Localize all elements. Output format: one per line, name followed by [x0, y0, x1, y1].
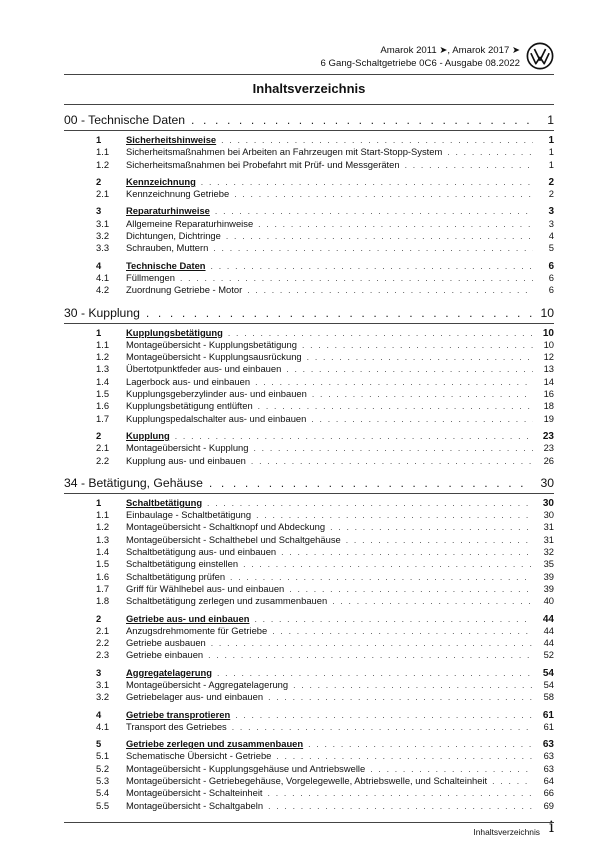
entry-number: 4.2	[96, 284, 110, 296]
entry-page-number: 52	[543, 649, 554, 661]
toc-entry[interactable]	[64, 388, 554, 400]
toc-entry[interactable]	[64, 230, 554, 242]
dot-leader	[312, 388, 533, 400]
entry-number: 4	[96, 708, 102, 720]
toc-entry[interactable]	[64, 649, 554, 661]
dot-leader	[226, 230, 533, 242]
header-divider	[64, 74, 554, 75]
toc-entry[interactable]	[64, 188, 554, 200]
dot-leader	[201, 176, 533, 188]
section-page-number: 10	[540, 305, 554, 320]
entry-number: 2	[96, 429, 102, 441]
entry-page-number: 14	[543, 375, 554, 387]
entry-page-number: 3	[548, 217, 554, 229]
entry-page-number: 10	[543, 338, 554, 350]
entry-title[interactable]: Getriebe aus- und einbauen	[126, 612, 250, 624]
dot-leader	[209, 474, 532, 492]
toc-section-heading[interactable]	[64, 304, 554, 322]
toc-chapter[interactable]	[64, 613, 554, 625]
entry-title[interactable]: Kupplung	[126, 429, 170, 441]
entry-page-number: 39	[543, 582, 554, 594]
entry-page-number: 18	[543, 400, 554, 412]
entry-page-number: 40	[543, 595, 554, 607]
entry-page-number: 1	[548, 146, 554, 158]
toc-entry[interactable]	[64, 800, 554, 812]
entry-title[interactable]: Schaltbetätigung	[126, 496, 203, 508]
entry-title: Transport des Getriebes	[126, 720, 227, 732]
dot-leader	[243, 558, 533, 570]
entry-number: 5	[96, 738, 102, 750]
toc-chapter[interactable]	[64, 497, 554, 509]
toc-entry[interactable]	[64, 571, 554, 583]
toc-chapter[interactable]	[64, 205, 554, 217]
toc-entry[interactable]	[64, 284, 554, 296]
dot-leader	[302, 339, 533, 351]
entry-title: Getriebelager aus- und einbauen	[126, 691, 264, 703]
toc-chapter-group	[64, 738, 554, 812]
entry-page-number: 6	[548, 284, 554, 296]
entry-title: Einbaulage - Schaltbetätigung	[126, 509, 252, 521]
entry-number: 2.1	[96, 188, 110, 200]
dot-leader	[258, 218, 533, 230]
section-divider	[64, 323, 554, 324]
entry-page-number: 19	[543, 412, 554, 424]
entry-number: 3.3	[96, 242, 110, 254]
entry-title[interactable]: Reparaturhinweise	[126, 205, 210, 217]
entry-number: 3.2	[96, 230, 110, 242]
dot-leader	[232, 721, 533, 733]
dot-leader	[268, 800, 533, 812]
dot-leader	[256, 509, 533, 521]
toc-section	[64, 111, 554, 297]
entry-title: Schaltbetätigung einstellen	[126, 558, 239, 570]
toc-chapter-group	[64, 497, 554, 608]
dot-leader	[217, 667, 533, 679]
entry-page-number: 1	[548, 135, 554, 146]
dot-leader	[311, 413, 533, 425]
header-models: Amarok 2011 ➤, Amarok 2017 ➤	[380, 45, 520, 56]
entry-title: Montageübersicht - Kupplungsgehäuse und Antriebswelle	[126, 762, 366, 774]
dot-leader	[208, 649, 533, 661]
toc-chapter-group	[64, 430, 554, 467]
entry-title: Schaltbetätigung prüfen	[126, 570, 226, 582]
entry-number: 3.1	[96, 217, 110, 229]
entry-page-number: 30	[543, 509, 554, 521]
entry-title: Montageübersicht - Kupplung	[126, 442, 249, 454]
dot-leader	[180, 272, 533, 284]
entry-number: 1.3	[96, 533, 110, 545]
toc-chapter[interactable]	[64, 430, 554, 442]
dot-leader	[211, 637, 533, 649]
entry-page-number: 63	[543, 762, 554, 774]
toc-section-heading[interactable]	[64, 111, 554, 129]
entry-title: Kennzeichnung Getriebe	[126, 188, 230, 200]
toc-entry[interactable]	[64, 534, 554, 546]
dot-leader	[308, 738, 533, 750]
toc-entry[interactable]	[64, 583, 554, 595]
toc-chapter-group	[64, 667, 554, 704]
toc-entry[interactable]	[64, 442, 554, 454]
toc-entry[interactable]	[64, 625, 554, 637]
dot-leader	[211, 260, 533, 272]
toc-entry[interactable]	[64, 159, 554, 171]
toc-section	[64, 474, 554, 812]
toc-entry[interactable]	[64, 339, 554, 351]
entry-page-number: 35	[543, 558, 554, 570]
entry-title: Schaltbetätigung zerlegen und zusammenbauen	[126, 595, 328, 607]
entry-number: 3	[96, 666, 102, 678]
entry-number: 1.4	[96, 375, 110, 387]
dot-leader	[346, 534, 533, 546]
dot-leader	[447, 146, 533, 158]
dot-leader	[405, 159, 533, 171]
toc-chapter-group	[64, 709, 554, 734]
entry-title: Dichtungen, Dichtringe	[126, 230, 221, 242]
toc-entry[interactable]	[64, 455, 554, 467]
entry-page-number: 10	[542, 327, 554, 339]
toc-chapter[interactable]	[64, 738, 554, 750]
dot-leader	[251, 455, 533, 467]
toc-entry[interactable]	[64, 637, 554, 649]
section-title: 30 - Kupplung	[64, 305, 140, 320]
toc-entry[interactable]	[64, 509, 554, 521]
entry-page-number: 54	[543, 678, 554, 690]
toc-entry[interactable]	[64, 413, 554, 425]
toc-chapter-group	[64, 134, 554, 171]
entry-title[interactable]: Kupplungsbetätigung	[126, 326, 223, 338]
entry-title: Montageübersicht - Aggregatelagerung	[126, 678, 289, 690]
entry-title: Zuordnung Getriebe - Motor	[126, 284, 243, 296]
entry-page-number: 69	[543, 799, 554, 811]
entry-number: 1.7	[96, 412, 110, 424]
entry-page-number: 12	[543, 351, 554, 363]
entry-number: 1.2	[96, 521, 110, 533]
entry-number: 1.3	[96, 363, 110, 375]
dot-leader	[289, 583, 533, 595]
entry-page-number: 23	[543, 442, 554, 454]
toc-chapter-group	[64, 205, 554, 254]
entry-number: 1.2	[96, 351, 110, 363]
toc-entry[interactable]	[64, 272, 554, 284]
toc-entry[interactable]	[64, 546, 554, 558]
entry-page-number: 58	[543, 691, 554, 703]
entry-title: Übertotpunktfeder aus- und einbauen	[126, 363, 282, 375]
dot-leader	[221, 134, 533, 146]
entry-title: Sicherheitsmaßnahmen bei Arbeiten an Fahrzeugen mit Start-Stopp-System	[126, 146, 443, 158]
entry-title: Griff für Wählhebel aus- und einbauen	[126, 582, 285, 594]
entry-title: Getriebe ausbauen	[126, 637, 206, 649]
entry-title: Sicherheitsmaßnahmen bei Probefahrt mit Prüf- und Messgeräten	[126, 158, 400, 170]
entry-page-number: 1	[548, 158, 554, 170]
entry-title: Füllmengen	[126, 271, 175, 283]
entry-number: 2.2	[96, 454, 110, 466]
entry-title: Lagerbock aus- und einbauen	[126, 375, 251, 387]
toc-entry[interactable]	[64, 558, 554, 570]
title-divider	[64, 104, 554, 105]
entry-number: 2.1	[96, 624, 110, 636]
entry-title[interactable]: Getriebe transprotieren	[126, 708, 231, 720]
toc-entry[interactable]	[64, 775, 554, 787]
entry-number: 1.1	[96, 338, 110, 350]
entry-page-number: 64	[543, 775, 554, 787]
toc-entry[interactable]	[64, 679, 554, 691]
entry-page-number: 61	[542, 709, 554, 721]
entry-title: Getriebe einbauen	[126, 649, 204, 661]
toc-chapter[interactable]	[64, 327, 554, 339]
toc-chapter[interactable]	[64, 134, 554, 146]
entry-page-number: 31	[543, 533, 554, 545]
entry-number: 4	[96, 259, 102, 271]
section-title: 00 - Technische Daten	[64, 113, 186, 127]
dot-leader	[281, 546, 533, 558]
entry-title: Schematische Übersicht - Getriebe	[126, 750, 272, 762]
toc-chapter[interactable]	[64, 176, 554, 188]
entry-page-number: 23	[542, 430, 554, 442]
entry-page-number: 63	[542, 739, 554, 751]
dot-leader	[286, 363, 533, 375]
dot-leader	[276, 750, 533, 762]
entry-title: Montageübersicht - Kupplungsausrückung	[126, 351, 302, 363]
toc-entry[interactable]	[64, 400, 554, 412]
section-divider	[64, 130, 554, 131]
entry-page-number: 32	[543, 546, 554, 558]
toc-chapter-group	[64, 327, 554, 425]
entry-number: 1.1	[96, 146, 110, 158]
toc-entry[interactable]	[64, 146, 554, 158]
section-title: 34 - Betätigung, Gehäuse	[64, 475, 203, 490]
entry-page-number: 63	[543, 750, 554, 762]
dot-leader	[235, 709, 533, 721]
dot-leader	[207, 497, 533, 509]
entry-number: 5.1	[96, 750, 110, 762]
dot-leader	[213, 242, 533, 254]
toc-entry[interactable]	[64, 691, 554, 703]
section-page-number: 30	[540, 475, 554, 490]
entry-page-number: 44	[542, 613, 554, 625]
dot-leader	[332, 595, 533, 607]
toc-entry[interactable]	[64, 763, 554, 775]
dot-leader	[146, 304, 532, 322]
entry-number: 1.6	[96, 400, 110, 412]
entry-title[interactable]: Sicherheitshinweise	[126, 134, 217, 145]
entry-page-number: 30	[542, 497, 554, 509]
dot-leader	[253, 442, 533, 454]
toc-entry[interactable]	[64, 750, 554, 762]
entry-page-number: 44	[543, 637, 554, 649]
dot-leader	[247, 284, 533, 296]
entry-number: 2	[96, 612, 102, 624]
toc-section-heading[interactable]	[64, 474, 554, 492]
dot-leader	[255, 376, 533, 388]
toc-entry[interactable]	[64, 363, 554, 375]
entry-title: Kupplungsbetätigung entlüften	[126, 400, 253, 412]
entry-number: 2	[96, 175, 102, 187]
entry-title: Montageübersicht - Kupplungsbetätigung	[126, 338, 297, 350]
entry-page-number: 31	[543, 521, 554, 533]
footer-page-number: i	[548, 817, 554, 836]
toc-entry[interactable]	[64, 595, 554, 607]
entry-title[interactable]: Technische Daten	[126, 259, 206, 271]
dot-leader	[492, 775, 533, 787]
entry-title: Schaltbetätigung aus- und einbauen	[126, 546, 277, 558]
entry-number: 3.1	[96, 678, 110, 690]
entry-page-number: 4	[548, 230, 554, 242]
entry-number: 5.4	[96, 787, 110, 799]
entry-page-number: 6	[548, 271, 554, 283]
entry-page-number: 26	[543, 454, 554, 466]
toc-entry[interactable]	[64, 351, 554, 363]
entry-number: 1.6	[96, 570, 110, 582]
entry-number: 3	[96, 205, 102, 217]
entry-number: 3.2	[96, 691, 110, 703]
entry-title: Anzugsdrehmomente für Getriebe	[126, 624, 268, 636]
entry-title[interactable]: Kennzeichnung	[126, 175, 196, 187]
vw-logo-icon	[526, 42, 554, 70]
entry-title: Allgemeine Reparaturhinweise	[126, 217, 254, 229]
header-subtitle: 6 Gang-Schaltgetriebe 0C6 - Ausgabe 08.2022	[320, 58, 520, 69]
entry-number: 1.4	[96, 546, 110, 558]
entry-page-number: 3	[548, 206, 554, 218]
entry-number: 2.1	[96, 442, 110, 454]
entry-title[interactable]: Getriebe zerlegen und zusammenbauen	[126, 738, 304, 750]
toc-chapter[interactable]	[64, 709, 554, 721]
entry-page-number: 5	[548, 242, 554, 254]
document-header	[321, 44, 520, 70]
dot-leader	[191, 111, 532, 129]
entry-number: 1	[96, 326, 102, 338]
dot-leader	[268, 691, 533, 703]
entry-number: 1	[96, 496, 102, 508]
entry-number: 1.5	[96, 388, 110, 400]
toc-entry[interactable]	[64, 787, 554, 799]
entry-page-number: 6	[548, 260, 554, 272]
footer-divider	[64, 822, 554, 823]
entry-title: Schrauben, Muttern	[126, 242, 209, 254]
toc-chapter-group	[64, 260, 554, 297]
entry-title: Montageübersicht - Schalthebel und Schaltgehäuse	[126, 533, 341, 545]
entry-number: 5.5	[96, 799, 110, 811]
entry-number: 2.3	[96, 649, 110, 661]
section-page-number: 1	[547, 113, 554, 127]
toc-entry[interactable]	[64, 242, 554, 254]
entry-title[interactable]: Aggregatelagerung	[126, 666, 212, 678]
table-of-contents	[64, 111, 554, 819]
entry-page-number: 66	[543, 787, 554, 799]
dot-leader	[293, 679, 533, 691]
entry-number: 4.1	[96, 271, 110, 283]
dot-leader	[228, 327, 533, 339]
toc-entry[interactable]	[64, 376, 554, 388]
dot-leader	[307, 351, 533, 363]
toc-entry[interactable]	[64, 721, 554, 733]
dot-leader	[234, 188, 533, 200]
toc-chapter[interactable]	[64, 667, 554, 679]
entry-number: 1.1	[96, 509, 110, 521]
entry-page-number: 2	[548, 188, 554, 200]
entry-title: Montageübersicht - Getriebegehäuse, Vorgelegewelle, Abtriebswelle, und Schalteinheit	[126, 775, 488, 787]
toc-entry[interactable]	[64, 218, 554, 230]
toc-chapter[interactable]	[64, 260, 554, 272]
dot-leader	[254, 613, 533, 625]
entry-page-number: 61	[543, 720, 554, 732]
entry-number: 5.2	[96, 762, 110, 774]
dot-leader	[175, 430, 533, 442]
entry-page-number: 16	[543, 388, 554, 400]
entry-number: 1	[96, 134, 102, 145]
entry-page-number: 54	[542, 667, 554, 679]
entry-number: 1.2	[96, 158, 110, 170]
toc-section	[64, 304, 554, 467]
section-divider	[64, 493, 554, 494]
dot-leader	[258, 400, 533, 412]
entry-page-number: 2	[548, 176, 554, 188]
toc-entry[interactable]	[64, 521, 554, 533]
dot-leader	[268, 787, 533, 799]
toc-chapter-group	[64, 176, 554, 201]
entry-title: Kupplung aus- und einbauen	[126, 454, 246, 466]
entry-number: 2.2	[96, 637, 110, 649]
entry-page-number: 13	[543, 363, 554, 375]
entry-number: 5.3	[96, 775, 110, 787]
entry-title: Montageübersicht - Schaltgabeln	[126, 799, 264, 811]
entry-page-number: 39	[543, 570, 554, 582]
entry-page-number: 44	[543, 624, 554, 636]
dot-leader	[230, 571, 533, 583]
dot-leader	[370, 763, 533, 775]
entry-title: Montageübersicht - Schaltknopf und Abdeckung	[126, 521, 326, 533]
dot-leader	[215, 205, 533, 217]
toc-chapter-group	[64, 613, 554, 662]
entry-title: Montageübersicht - Schalteinheit	[126, 787, 263, 799]
dot-leader	[330, 521, 533, 533]
entry-number: 1.7	[96, 582, 110, 594]
entry-title: Kupplungspedalschalter aus- und einbauen	[126, 412, 307, 424]
footer-label: Inhaltsverzeichnis	[473, 827, 540, 837]
page-title: Inhaltsverzeichnis	[252, 81, 366, 96]
entry-number: 1.8	[96, 595, 110, 607]
entry-title: Kupplungsgeberzylinder aus- und einbauen	[126, 388, 307, 400]
dot-leader	[272, 625, 533, 637]
entry-number: 1.5	[96, 558, 110, 570]
entry-number: 4.1	[96, 720, 110, 732]
